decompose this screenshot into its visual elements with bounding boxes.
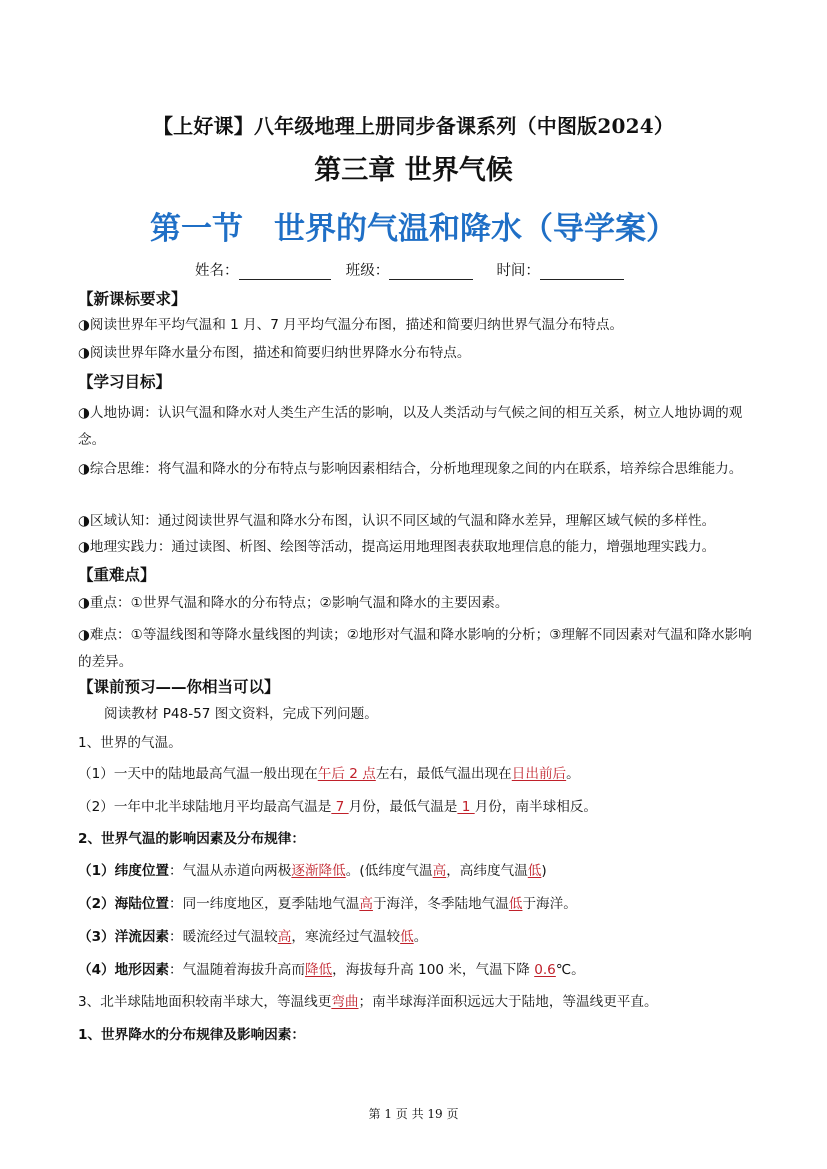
section-title: 第一节 世界的气温和降水（导学案） — [150, 211, 677, 247]
curriculum-item: ◑阅读世界年降水量分布图，描述和简要归纳世界降水分布特点。 — [78, 345, 471, 361]
answer: 午后 2 点 — [317, 766, 376, 782]
question-1-2: （2）一年中北半球陆地月平均最高气温是 7 月份，最低气温是 1 月份，南半球相反。 — [78, 799, 598, 815]
goal-item: ◑综合思维：将气温和降水的分布特点与影响因素相结合，分析地理现象之间的内在联系，培养综合思维能力。 — [78, 461, 743, 477]
answer: 逐渐降低 — [291, 863, 346, 879]
answer: 7 — [331, 799, 349, 815]
answer: 高 — [277, 929, 292, 945]
answer: 高 — [432, 863, 447, 879]
answer: 弯曲 — [331, 994, 359, 1010]
answer: 日出前后 — [511, 766, 567, 782]
answer: 低 — [527, 863, 542, 879]
preview-intro: 阅读教材 P48-57 图文资料，完成下列问题。 — [104, 706, 378, 722]
key-points-heading: 【重难点】 — [78, 566, 156, 584]
goal-item: ◑地理实践力：通过读图、析图、绘图等活动，提高运用地理图表获取地理信息的能力，增强地理实践力。 — [78, 539, 716, 555]
answer: 低 — [508, 896, 523, 912]
student-info-line — [195, 259, 624, 280]
goals-heading: 【学习目标】 — [78, 373, 172, 391]
question-2-3: （3）洋流因素：暖流经过气温较高，寒流经过气温较低。 — [78, 929, 428, 945]
key-point-item: ◑重点：①世界气温和降水的分布特点；②影响气温和降水的主要因素。 — [78, 595, 509, 611]
class-label: 班级： — [345, 263, 390, 279]
key-point-item: ◑难点：①等温线图和等降水量线图的判读；②地形对气温和降水影响的分析；③理解不同因素对气温和降水影响的差异。 — [78, 627, 752, 670]
curriculum-heading: 【新课标要求】 — [78, 290, 187, 308]
answer: 低 — [400, 929, 414, 945]
class-blank[interactable] — [389, 263, 473, 280]
goal-item: ◑人地协调：认识气温和降水对人类生产生活的影响，以及人类活动与气候之间的相互关系，树立人地协调的观念。 — [78, 405, 743, 448]
answer: 1 — [457, 799, 475, 815]
answer: 0.6 — [534, 962, 556, 978]
question-2-1: （1）纬度位置：气温从赤道向两极逐渐降低。(低纬度气温高，高纬度气温低) — [78, 863, 547, 879]
goal-item: ◑区域认知：通过阅读世界气温和降水分布图，认识不同区域的气温和降水差异，理解区域气候的多样性。 — [78, 513, 716, 529]
name-blank[interactable] — [239, 263, 331, 280]
name-label: 姓名： — [195, 263, 239, 279]
preview-heading: 【课前预习——你相当可以】 — [78, 678, 280, 696]
answer: 降低 — [304, 962, 333, 978]
curriculum-item: ◑阅读世界年平均气温和 1 月、7 月平均气温分布图，描述和简要归纳世界气温分布特点。 — [78, 317, 624, 333]
question-1-title: 1、世界的气温。 — [78, 735, 182, 751]
page-footer: 第 1 页 共 19 页 — [368, 1107, 459, 1121]
series-title: 【上好课】八年级地理上册同步备课系列（中图版2024） — [152, 114, 675, 138]
question-2-2: （2）海陆位置：同一纬度地区，夏季陆地气温高于海洋，冬季陆地气温低于海洋。 — [78, 896, 577, 912]
answer: 高 — [359, 896, 373, 912]
question-3: 3、北半球陆地面积较南半球大，等温线更弯曲；南半球海洋面积远远大于陆地，等温线更平直。 — [78, 994, 658, 1010]
question-2-title: 2、世界气温的影响因素及分布规律： — [78, 831, 305, 847]
time-label: 时间： — [496, 263, 540, 279]
chapter-title: 第三章 世界气候 — [314, 155, 513, 186]
question-2-4: （4）地形因素：气温随着海拔升高而降低，海拔每升高 100 米，气温下降 0.6℃。 — [78, 962, 585, 978]
time-blank[interactable] — [540, 263, 624, 280]
question-4-title: 1、世界降水的分布规律及影响因素： — [78, 1027, 305, 1043]
question-1-1: （1）一天中的陆地最高气温一般出现在午后 2 点左右，最低气温出现在日出前后。 — [78, 766, 580, 782]
